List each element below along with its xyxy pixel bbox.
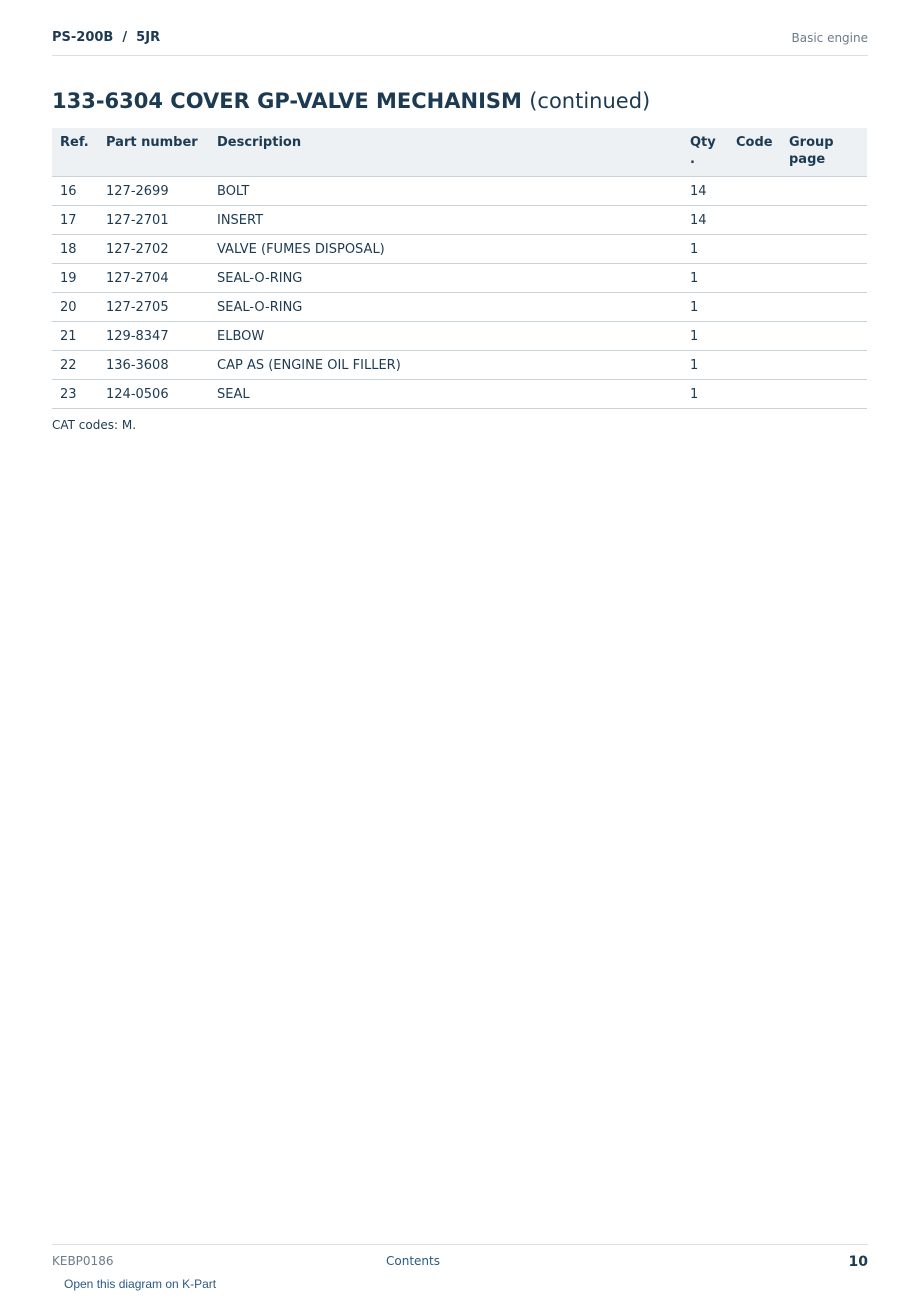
open-kpart-link[interactable]: Open this diagram on K-Part	[64, 1277, 217, 1291]
cell-group-page	[781, 235, 867, 264]
table-row	[52, 351, 867, 380]
page-title	[52, 89, 650, 113]
col-code: Code	[728, 128, 781, 177]
table-row	[52, 264, 867, 293]
table-row	[52, 235, 867, 264]
cell-qty: 1	[690, 328, 699, 344]
cell-ref: 16	[60, 183, 77, 199]
cell-code	[728, 177, 781, 206]
cell-ref: 17	[60, 212, 77, 228]
cell-qty: 1	[690, 357, 699, 373]
cell-ref: 18	[60, 241, 77, 257]
cell-group-page	[781, 380, 867, 409]
table-row	[52, 322, 867, 351]
cell-ref: 20	[60, 299, 77, 315]
cell-description: INSERT	[217, 212, 264, 228]
cell-ref: 22	[60, 357, 77, 373]
table-row	[52, 177, 867, 206]
document-id: KEBP0186	[52, 1254, 114, 1268]
cell-part-number: 127-2704	[106, 270, 169, 286]
cell-qty: 1	[690, 270, 699, 286]
cat-codes-note: CAT codes: M.	[52, 418, 137, 432]
table-header-row	[52, 128, 867, 177]
table-row	[52, 293, 867, 322]
cell-description: VALVE (FUMES DISPOSAL)	[217, 241, 385, 257]
title-suffix: (continued)	[529, 89, 651, 113]
cell-group-page	[781, 322, 867, 351]
cell-part-number: 127-2701	[106, 212, 169, 228]
table-row	[52, 206, 867, 235]
cell-qty: 14	[690, 212, 707, 228]
cell-group-page	[781, 206, 867, 235]
cell-part-number: 136-3608	[106, 357, 169, 373]
cell-group-page	[781, 293, 867, 322]
cell-group-page	[781, 351, 867, 380]
section-label: Basic engine	[791, 31, 868, 45]
page-header	[52, 28, 868, 56]
cell-qty: 1	[690, 299, 699, 315]
cell-description: SEAL-O-RING	[217, 270, 303, 286]
cell-code	[728, 264, 781, 293]
cell-qty: 1	[690, 386, 699, 402]
cell-ref: 21	[60, 328, 77, 344]
cell-description: BOLT	[217, 183, 250, 199]
col-ref: Ref.	[52, 128, 98, 177]
title-main: 133-6304 COVER GP-VALVE MECHANISM	[52, 89, 522, 113]
model-label: PS-200B / 5JR	[52, 30, 161, 45]
cell-ref: 19	[60, 270, 77, 286]
col-qty: Qty .	[682, 128, 728, 177]
cell-code	[728, 351, 781, 380]
cell-qty: 1	[690, 241, 699, 257]
cell-part-number: 124-0506	[106, 386, 169, 402]
cell-part-number: 127-2699	[106, 183, 169, 199]
cell-code	[728, 293, 781, 322]
page-number: 10	[848, 1254, 868, 1270]
cell-qty: 14	[690, 183, 707, 199]
cell-part-number: 127-2705	[106, 299, 169, 315]
cell-ref: 23	[60, 386, 77, 402]
page-footer	[52, 1244, 868, 1291]
col-description: Description	[209, 128, 682, 177]
col-group-page: Group page	[781, 128, 867, 177]
cell-code	[728, 322, 781, 351]
cell-description: CAP AS (ENGINE OIL FILLER)	[217, 357, 401, 373]
cell-code	[728, 235, 781, 264]
cell-group-page	[781, 264, 867, 293]
contents-link[interactable]: Contents	[386, 1254, 440, 1268]
cell-description: ELBOW	[217, 328, 265, 344]
parts-table	[52, 128, 867, 409]
col-part-number: Part number	[98, 128, 209, 177]
cell-group-page	[781, 177, 867, 206]
cell-description: SEAL	[217, 386, 250, 402]
cell-part-number: 129-8347	[106, 328, 169, 344]
cell-description: SEAL-O-RING	[217, 299, 303, 315]
cell-part-number: 127-2702	[106, 241, 169, 257]
cell-code	[728, 206, 781, 235]
table-row	[52, 380, 867, 409]
cell-code	[728, 380, 781, 409]
